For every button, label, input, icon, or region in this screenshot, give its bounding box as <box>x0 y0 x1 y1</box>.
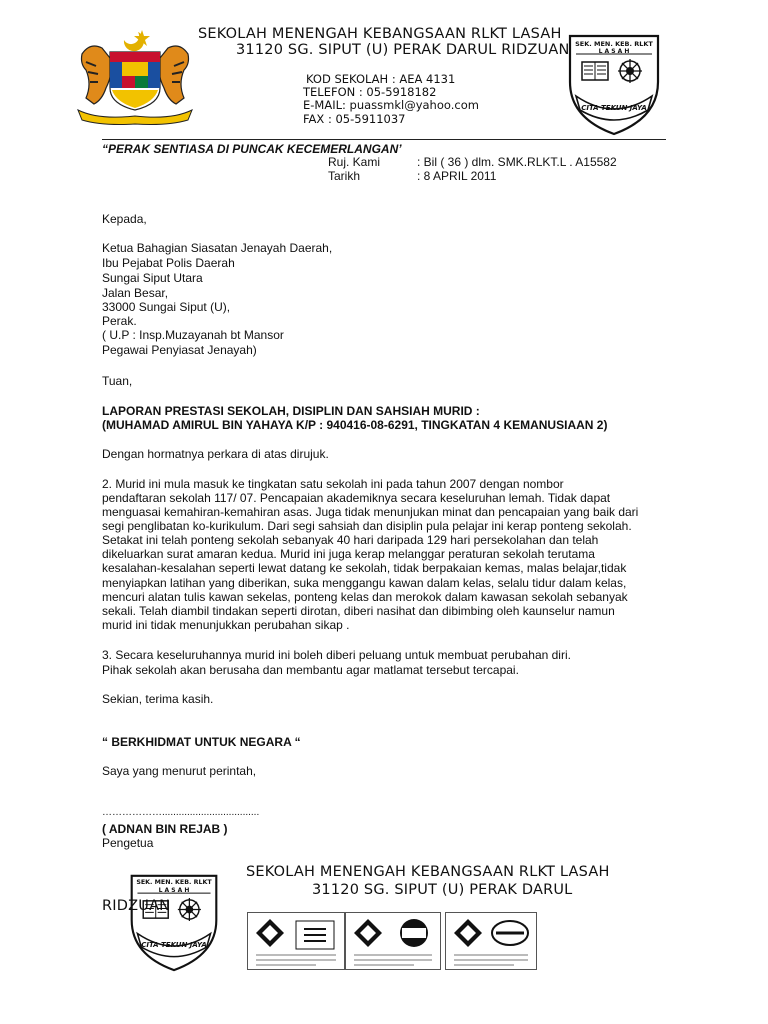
paragraph-2-line: 2. Murid ini mula masuk ke tingkatan satu sekolah ini pada tahun 2007 dengan nombor <box>102 477 564 491</box>
paragraph-2-line: pendaftaran sekolah 117/ 07. Pencapaian akademiknya secara keseluruhan lemah. Tidak dapat <box>102 491 611 505</box>
contact-fax: FAX : 05-5911037 <box>303 112 406 126</box>
coat-of-arms-logo <box>72 26 198 126</box>
contact-email: E-MAIL: puassmkl@yahoo.com <box>303 98 479 112</box>
school-badge-top <box>562 30 666 138</box>
recipient-line: Sungai Siput Utara <box>102 271 203 285</box>
intro-line: Dengan hormatnya perkara di atas dirujuk. <box>102 447 329 461</box>
subject-line-2: (MUHAMAD AMIRUL BIN YAHAYA K/P : 940416-08-6291, TINGKATAN 4 KEMANUSIAAN 2) <box>102 418 608 432</box>
signatory-name: ( ADNAN BIN REJAB ) <box>102 822 228 836</box>
badge-sub-label: L A S A H <box>158 887 190 894</box>
badge-motto-label: CITA TEKUN JAYA <box>581 104 647 112</box>
footer-address: 31120 SG. SIPUT (U) PERAK DARUL <box>312 882 573 898</box>
paragraph-2-line: murid ini tidak menunjukkan perubahan sikap . <box>102 618 350 632</box>
paragraph-2-line: kesalahan-kesalahan seperti lewat datang ke sekolah, tidak berpakaian kemas, malas belajar,tidak <box>102 561 627 575</box>
certification-mark <box>445 912 537 970</box>
paragraph-2-line: mencuri alatan tulis kawan sekelas, ponteng kelas dan merokok dalam kawasan sekolah sebanyak <box>102 590 628 604</box>
recipient-line: Jalan Besar, <box>102 286 169 300</box>
state-motto: “PERAK SENTIASA DI PUNCAK KECEMERLANGAN’ <box>102 142 402 156</box>
date-label: Tarikh <box>328 169 361 183</box>
paragraph-2-line: segi penglibatan ko-kurikulum. Dari segi sahsiah dan disiplin pula pelajar ini kerap ponteng sekolah. <box>102 519 632 533</box>
paragraph-2-line: dikeluarkan surat amaran kedua. Murid ini juga kerap melanggar peraturan sekolah terutama <box>102 547 595 561</box>
contact-school-code: KOD SEKOLAH : AEA 4131 <box>306 72 456 86</box>
paragraph-2-line: menyiapkan latihan yang diberikan, suka menggangu kawan dalam kelas, selalu tidur dalam kelas, <box>102 576 627 590</box>
recipient-line: Pegawai Penyiasat Jenayah) <box>102 343 257 357</box>
footer-address-wrap: RIDZUAN <box>102 898 171 914</box>
badge-motto-label: CITA TEKUN JAYA <box>141 941 207 949</box>
ref-label: Ruj. Kami <box>328 155 381 169</box>
header-address: 31120 SG. SIPUT (U) PERAK DARUL RIDZUAN <box>236 42 570 58</box>
header-school-name: SEKOLAH MENENGAH KEBANGSAAN RLKT LASAH <box>198 26 562 42</box>
slogan: “ BERKHIDMAT UNTUK NEGARA “ <box>102 735 301 749</box>
badge-top-label: SEK. MEN. KEB. RLKT <box>575 40 653 48</box>
badge-sub-label: L A S A H <box>598 48 630 55</box>
certification-mark <box>247 912 345 970</box>
recipient-greeting: Kepada, <box>102 212 147 226</box>
recipient-line: Ketua Bahagian Siasatan Jenayah Daerah, <box>102 241 333 255</box>
paragraph-2-line: Setakat ini telah ponteng sekolah sebanyak 40 hari daripada 129 hari persekolahan dan telah <box>102 533 599 547</box>
subject-line-1: LAPORAN PRESTASI SEKOLAH, DISIPLIN DAN SAHSIAH MURID : <box>102 404 480 418</box>
header-divider <box>102 139 666 140</box>
paragraph-2-line: menguasai kemahiran-kemahiran asas. Juga tidak menunjukan minat dan pencapaian yang baik dari <box>102 505 639 519</box>
paragraph-3-line: 3. Secara keseluruhannya murid ini boleh diberi peluang untuk membuat perubahan diri. <box>102 648 571 662</box>
recipient-line: Ibu Pejabat Polis Daerah <box>102 256 235 270</box>
footer-school-name: SEKOLAH MENENGAH KEBANGSAAN RLKT LASAH <box>246 864 610 880</box>
date-value: : 8 APRIL 2011 <box>417 169 497 183</box>
salutation: Tuan, <box>102 374 133 388</box>
closing-line: Sekian, terima kasih. <box>102 692 214 706</box>
sign-off: Saya yang menurut perintah, <box>102 764 257 778</box>
badge-top-label: SEK. MEN. KEB. RLKT <box>136 879 212 886</box>
recipient-line: Perak. <box>102 314 137 328</box>
ref-value: : Bil ( 36 ) dlm. SMK.RLKT.L . A15582 <box>417 155 617 169</box>
paragraph-2-line: sekali. Telah diambil tindakan seperti dirotan, diberi nasihat dan dibimbing oleh kaunselur namun <box>102 604 615 618</box>
recipient-line: 33000 Sungai Siput (U), <box>102 300 231 314</box>
signatory-title: Pengetua <box>102 836 154 850</box>
recipient-line: ( U.P : Insp.Muzayanah bt Mansor <box>102 328 284 342</box>
signature-line: ………………................................... <box>102 807 260 818</box>
paragraph-3-line: Pihak sekolah akan berusaha dan membantu agar matlamat tersebut tercapai. <box>102 663 519 677</box>
contact-telephone: TELEFON : 05-5918182 <box>303 85 437 99</box>
school-badge-footer <box>124 870 224 974</box>
certification-mark <box>345 912 441 970</box>
